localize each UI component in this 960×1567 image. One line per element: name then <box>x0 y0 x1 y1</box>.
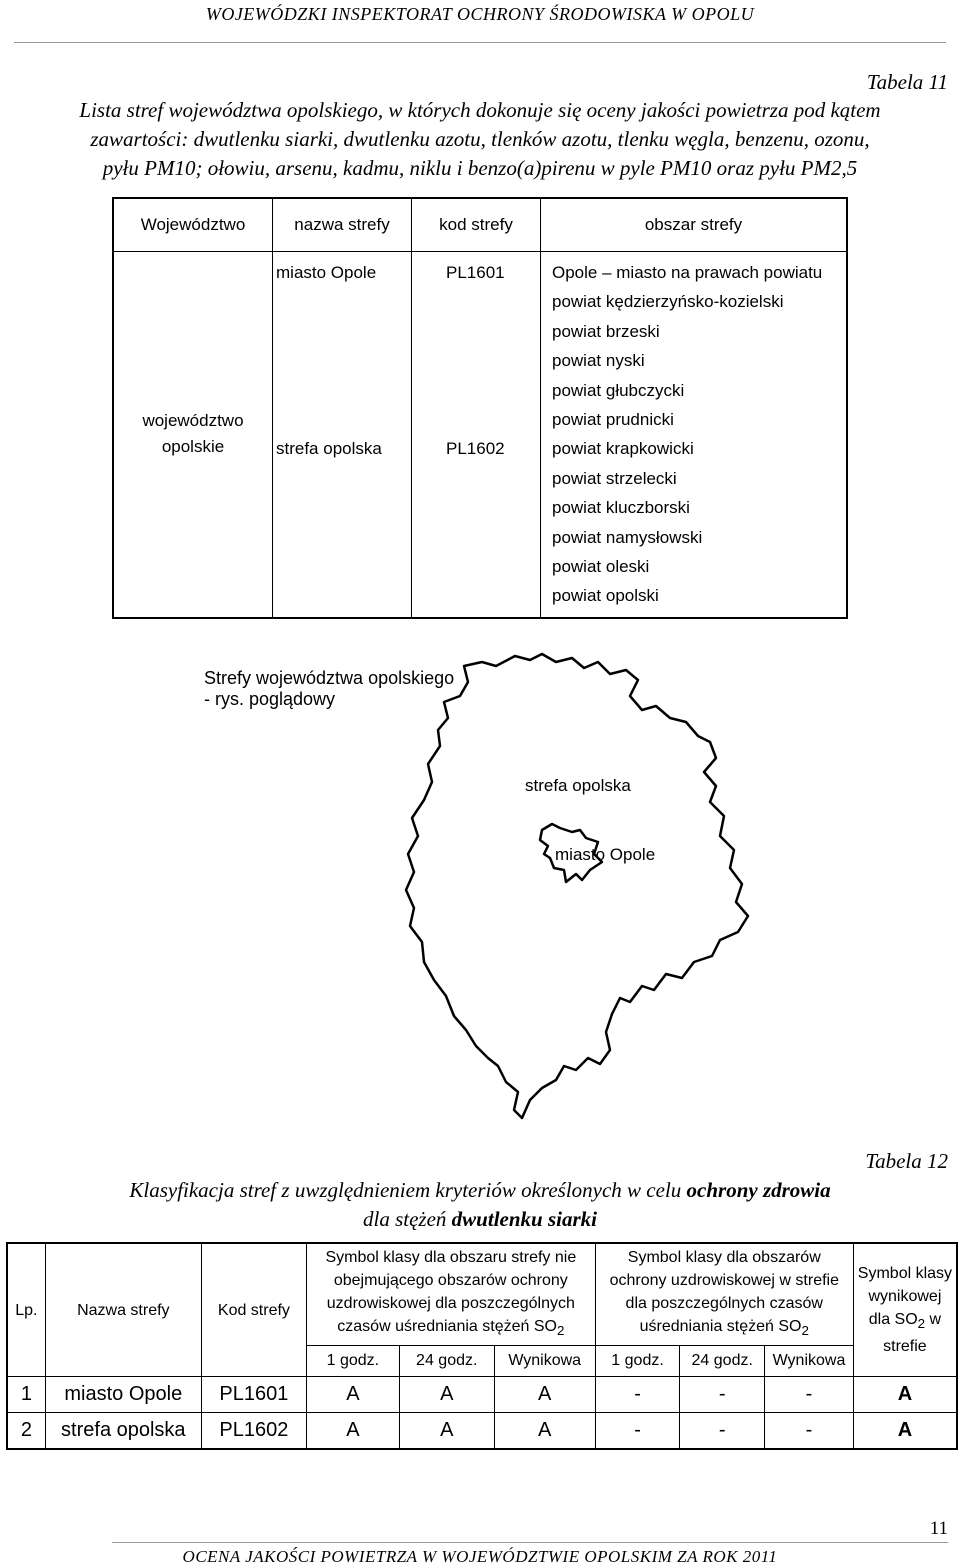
zone-name-column <box>273 252 412 618</box>
area-item: Opole – miasto na prawach powiatu <box>552 263 823 282</box>
cell-result: A <box>853 1377 957 1413</box>
cell-code: PL1601 <box>201 1377 306 1413</box>
subscript-2: 2 <box>801 1323 809 1339</box>
header-group-strefa-text: Symbol klasy dla obszaru strefy nie obejmującego obszarów ochrony uzdrowiskowej dla poszczególnych czasów uśredniania stężeń SO <box>325 1249 577 1336</box>
zone-code: PL1602 <box>446 439 505 459</box>
header-wojewodztwo: Województwo <box>113 198 273 252</box>
subheader-1godz: 1 godz. <box>595 1345 680 1376</box>
subscript-2: 2 <box>556 1323 565 1339</box>
voivodeship-outline <box>406 654 748 1118</box>
zone-name: miasto Opole <box>276 263 377 282</box>
map-label-zone: strefa opolska <box>525 776 631 795</box>
cell-value: A <box>494 1413 595 1450</box>
area-item: powiat strzelecki <box>552 468 677 488</box>
cell-name: miasto Opole <box>45 1377 201 1413</box>
area-item: powiat opolski <box>552 586 659 606</box>
header-nazwa-strefy: nazwa strefy <box>273 198 412 252</box>
area-item: powiat krapkowicki <box>552 439 694 459</box>
footer-rule <box>112 1542 948 1543</box>
header-wynikowa-text: Symbol klasy wynikowej dla SO <box>857 1264 953 1328</box>
zones-table <box>112 197 848 619</box>
subheader-wynikowa: Wynikowa <box>494 1345 595 1376</box>
area-item: powiat namysłowski <box>552 527 703 547</box>
zone-area-column <box>541 252 848 618</box>
table11-caption-line: pyłu PM10; ołowiu, arsenu, kadmu, niklu i benzo(a)pirenu w pyle PM10 oraz pyłu PM2,5 <box>102 156 858 180</box>
cell-code: PL1602 <box>201 1413 306 1450</box>
cell-value: A <box>306 1413 399 1450</box>
cell-value: - <box>595 1413 680 1450</box>
cell-value: - <box>765 1377 854 1413</box>
cell-value: - <box>595 1377 680 1413</box>
caption-emphasis: dwutlenku siarki <box>451 1207 597 1231</box>
header-wynikowa <box>853 1243 957 1377</box>
area-item: powiat brzeski <box>552 321 660 341</box>
voivodeship-map <box>380 640 800 1140</box>
area-item: powiat głubczycki <box>552 380 685 400</box>
running-footer: OCENA JAKOŚCI POWIETRZA W WOJEWÓDZTWIE OPOLSKIM ZA ROK 2011 <box>182 1547 778 1566</box>
map-title-line: Strefy województwa opolskiego <box>204 668 455 688</box>
subheader-24godz: 24 godz. <box>399 1345 494 1376</box>
table-row <box>7 1413 957 1450</box>
subheader-24godz: 24 godz. <box>680 1345 765 1376</box>
area-item: powiat kędzierzyńsko-kozielski <box>552 292 784 312</box>
wojewodztwo-line: województwo <box>142 411 244 431</box>
cell-value: A <box>399 1377 494 1413</box>
table11-caption-line: Lista stref województwa opolskiego, w których dokonuje się oceny jakości powietrza pod kątem <box>79 98 881 122</box>
table-header-row <box>7 1243 957 1345</box>
header-lp: Lp. <box>7 1243 45 1377</box>
caption-text: Klasyfikacja stref z uwzględnieniem kryteriów określonych w celu <box>129 1178 687 1202</box>
table-header-row <box>113 198 847 252</box>
header-obszar-strefy: obszar strefy <box>541 198 848 252</box>
area-item: powiat oleski <box>552 557 650 577</box>
zone-code: PL1601 <box>446 263 505 282</box>
caption-text: dla stężeń <box>363 1207 452 1231</box>
cell-value: A <box>306 1377 399 1413</box>
cell-lp: 2 <box>7 1413 45 1450</box>
table11-caption <box>0 96 960 183</box>
map-title-line: - rys. poglądowy <box>204 689 336 709</box>
subscript-2: 2 <box>917 1316 926 1332</box>
table11-caption-line: zawartości: dwutlenku siarki, dwutlenku azotu, tlenków azotu, tlenku węgla, benzenu, ozonu, <box>90 127 870 151</box>
page-number: 11 <box>929 1518 948 1539</box>
table12-number: Tabela 12 <box>865 1149 948 1173</box>
table11-number: Tabela 11 <box>866 70 948 94</box>
classification-table <box>6 1242 958 1450</box>
cell-value: - <box>680 1377 765 1413</box>
cell-name: strefa opolska <box>45 1413 201 1450</box>
zone-name: strefa opolska <box>276 439 382 459</box>
cell-value: - <box>765 1413 854 1450</box>
cell-value: A <box>399 1413 494 1450</box>
header-kod-strefy: kod strefy <box>412 198 541 252</box>
header-group-uzdrowisko <box>595 1243 853 1345</box>
header-group-strefa <box>306 1243 595 1345</box>
area-item: powiat kluczborski <box>552 498 690 518</box>
map-label-city: miasto Opole <box>555 845 656 864</box>
subheader-wynikowa: Wynikowa <box>765 1345 854 1376</box>
wojewodztwo-cell <box>113 252 273 618</box>
zone-code-column <box>412 252 541 618</box>
table12-caption-line <box>0 1205 960 1234</box>
area-item: powiat prudnicki <box>552 410 674 430</box>
table12-caption <box>0 1176 960 1234</box>
caption-emphasis: ochrony zdrowia <box>686 1178 831 1202</box>
header-rule <box>14 42 946 43</box>
cell-result: A <box>853 1413 957 1450</box>
header-wynikowa-tail: w strefie <box>883 1310 942 1356</box>
cell-value: A <box>494 1377 595 1413</box>
cell-lp: 1 <box>7 1377 45 1413</box>
table12-caption-line <box>0 1176 960 1205</box>
header-group-uzdrowisko-text: Symbol klasy dla obszarów ochrony uzdrowiskowej w strefie dla poszczególnych czasów uśredniania stężeń SO <box>609 1249 839 1336</box>
running-header: WOJEWÓDZKI INSPEKTORAT OCHRONY ŚRODOWISKA W OPOLU <box>205 4 755 24</box>
header-kod-strefy: Kod strefy <box>201 1243 306 1377</box>
table-row <box>113 252 847 618</box>
table-row <box>7 1377 957 1413</box>
header-nazwa-strefy: Nazwa strefy <box>45 1243 201 1377</box>
area-item: powiat nyski <box>552 351 645 371</box>
cell-value: - <box>680 1413 765 1450</box>
wojewodztwo-line: opolskie <box>161 437 225 457</box>
subheader-1godz: 1 godz. <box>306 1345 399 1376</box>
